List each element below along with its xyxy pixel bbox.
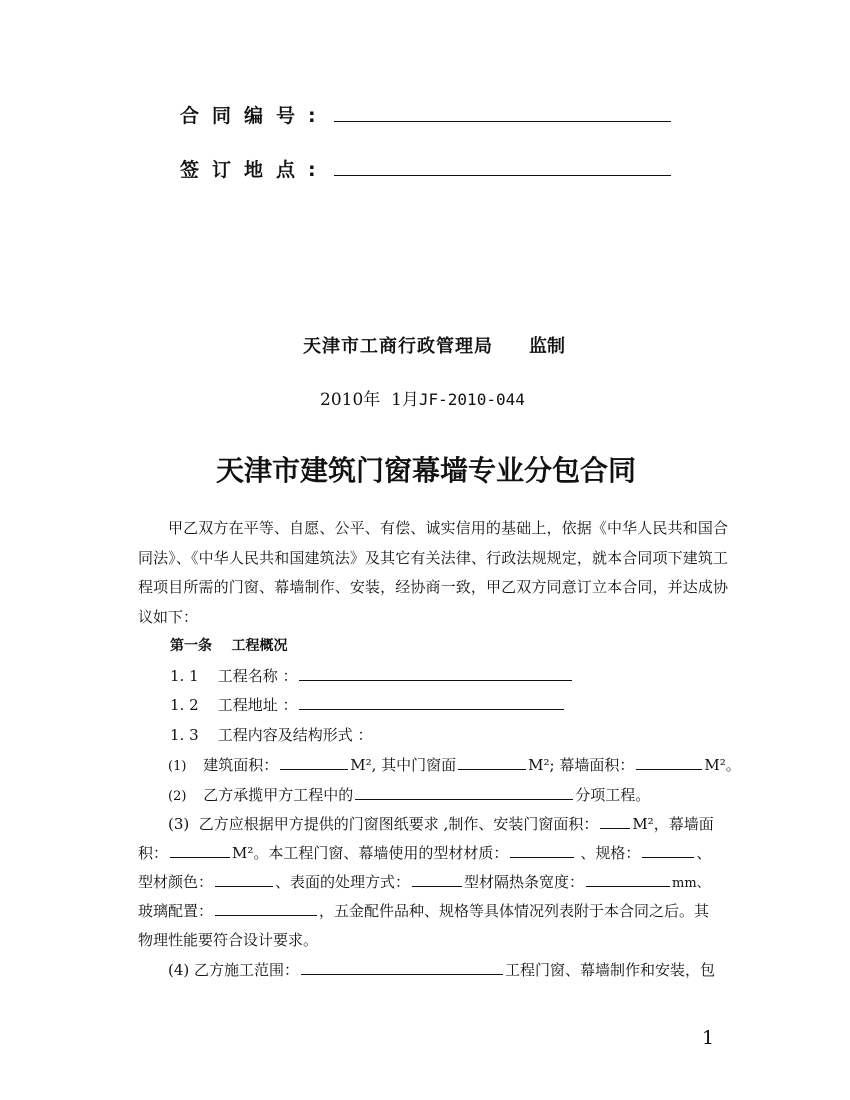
window-area-label: M², 其中门窗面 (350, 756, 457, 774)
issue-date-line (320, 385, 525, 410)
sub3-text-k: 玻璃配置： (138, 902, 214, 920)
sub3-text-a: (3) 乙方应根据甲方提供的门窗图纸要求 ,制作、安装门窗面积： (168, 815, 599, 833)
sub2-text-a: 乙方承揽甲方工程中的 (203, 786, 354, 804)
window-area-blank[interactable] (458, 755, 526, 770)
project-address-blank[interactable] (299, 695, 564, 710)
sub-item-2 (168, 781, 650, 811)
sub3-text-b: M²，幕墙面 (632, 815, 714, 833)
sub3-text-l: ，五金配件品种、规格等具体情况列表附于本合同之后。其 (319, 902, 710, 920)
issuer-org: 天津市工商行政管理局 (303, 336, 493, 357)
page-title: 天津市建筑门窗幕墙专业分包合同 (216, 454, 637, 487)
article-1-heading: 第一条 工程概况 (170, 638, 288, 654)
profile-color-blank[interactable] (215, 872, 273, 887)
sub3-text-e: 、规格： (580, 844, 641, 862)
sub-item-3-line-3 (138, 868, 710, 898)
thermal-strip-width-blank[interactable] (586, 872, 670, 887)
item-project-name (170, 662, 574, 691)
project-address-label: 1. 2 工程地址 ： (170, 696, 298, 714)
door-window-install-area-blank[interactable] (600, 814, 630, 829)
glass-config-blank[interactable] (215, 901, 317, 916)
sub4-text-b: 工程门窗、幕墙制作和安装，包 (505, 961, 716, 979)
construction-scope-blank[interactable] (301, 960, 503, 975)
sub3-text-j: mm、 (672, 876, 710, 891)
curtain-wall-install-area-blank[interactable] (170, 843, 230, 858)
sub-item-3-line-5: 物理性能要符合设计要求。 (138, 931, 319, 949)
sub3-text-d: M²。本工程门窗、幕墙使用的型材材质： (232, 844, 509, 862)
sign-place-line[interactable] (334, 175, 671, 176)
sub1-num: (1) (168, 759, 187, 774)
sub3-text-g: 型材颜色： (138, 873, 214, 891)
sub-item-3-line-4 (138, 897, 709, 926)
profile-spec-blank[interactable] (642, 843, 694, 858)
project-name-label: 1. 1 工程名称 ： (170, 667, 298, 685)
item-project-address (170, 691, 566, 720)
profile-material-blank[interactable] (510, 843, 574, 858)
sub-item-1 (168, 751, 741, 781)
contract-number-label: 合同编号: (180, 105, 329, 127)
sub-item-4 (168, 956, 715, 985)
issuer-line (303, 332, 565, 358)
issue-date: 2010年 1月 (320, 390, 419, 410)
sub2-num: (2) (168, 789, 187, 804)
project-name-blank[interactable] (299, 666, 572, 681)
building-area-label: 建筑面积： (203, 756, 279, 774)
area-unit-end: M²。 (704, 756, 741, 774)
sub4-text-a: (4) 乙方施工范围： (168, 961, 300, 979)
issuer-action: 监制 (529, 336, 565, 357)
sub3-text-i: 型材隔热条宽度： (464, 873, 585, 891)
sub3-text-f: 、 (696, 844, 712, 862)
contract-number-line[interactable] (334, 121, 671, 122)
building-area-blank[interactable] (280, 755, 348, 770)
curtain-wall-area-label: M²; 幕墙面积： (528, 756, 635, 774)
sub2-text-b: 分项工程。 (575, 786, 651, 804)
sub-item-3-line-1 (168, 810, 714, 839)
sub3-text-h: 、表面的处理方式： (275, 873, 411, 891)
sub3-text-c: 积： (138, 844, 169, 862)
page-number: 1 (702, 1027, 715, 1049)
item-project-content: 1. 3 工程内容及结构形式 ： (170, 726, 373, 744)
sub-item-3-line-2 (138, 839, 711, 868)
intro-paragraph: 甲乙双方在平等、自愿、公平、有偿、诚实信用的基础上，依据《中华人民共和国合同法》、《中华人民共和国建筑法》及其它有关法律、行政法规规定，就本合同项下建筑工程项目所需的门窗、幕墙制作、安装，经协商一致，甲乙双方同意订立本合同，并达成协议如下： (138, 519, 728, 626)
curtain-wall-area-blank[interactable] (636, 755, 702, 770)
sign-place-label: 签订地点: (180, 159, 329, 181)
sub-project-blank[interactable] (355, 785, 573, 800)
surface-treatment-blank[interactable] (412, 872, 462, 887)
form-code: JF-2010-044 (418, 390, 525, 409)
